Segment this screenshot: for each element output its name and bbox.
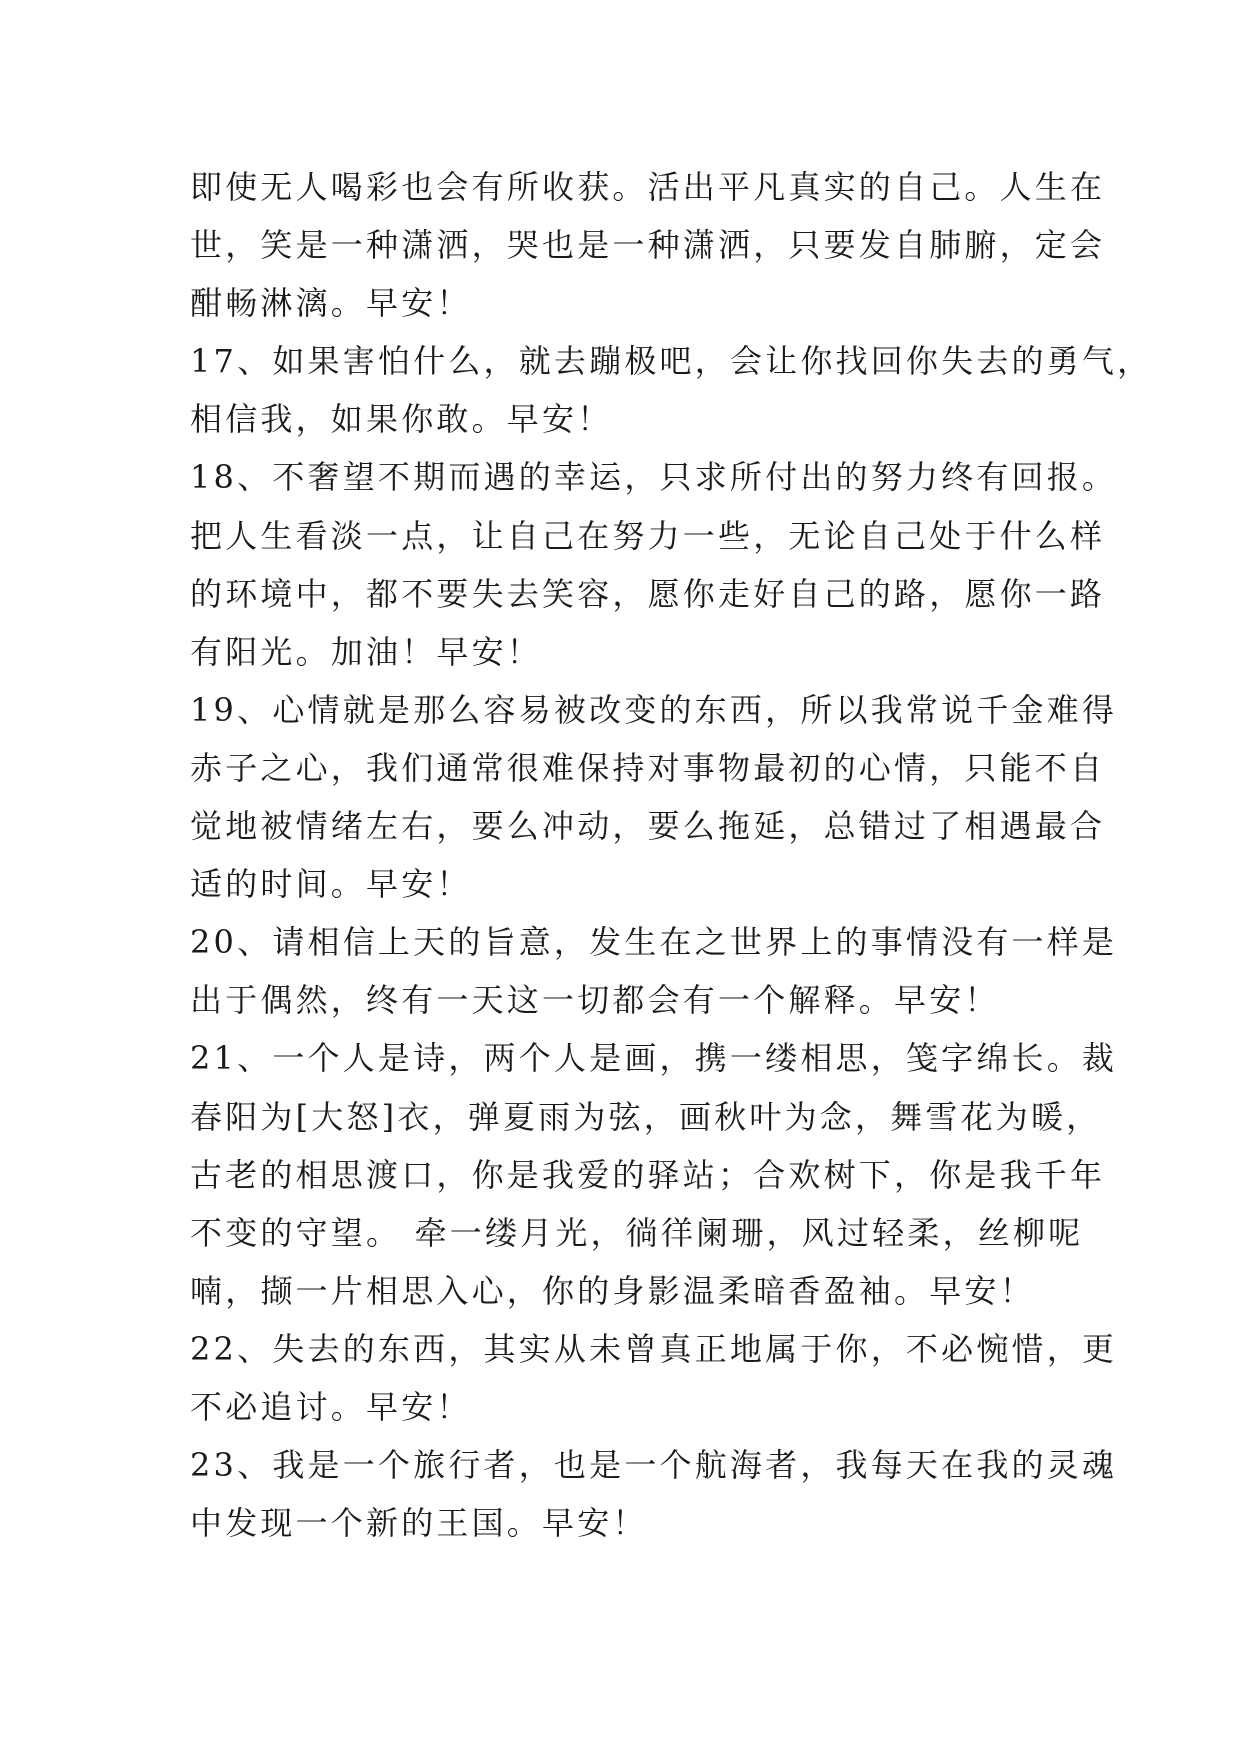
text-line: 不变的守望。 牵一缕月光，徜徉阑珊，风过轻柔，丝柳呢	[190, 1213, 1084, 1252]
text-line: 即使无人喝彩也会有所收获。活出平凡真实的自己。人生在	[190, 168, 1106, 206]
text-line: 古老的相思渡口，你是我爱的驿站；合欢树下，你是我千年	[190, 1155, 1106, 1194]
text-line: 20、请相信上天的旨意，发生在之世界上的事情没有一样是	[190, 923, 1118, 962]
text-line: 春阳为[大怒]衣，弹夏雨为弦，画秋叶为念，舞雪花为暖，	[190, 1097, 1102, 1136]
text-line: 觉地被情绪左右，要么冲动，要么拖延，总错过了相遇最合	[190, 807, 1106, 846]
text-line: 17、如果害怕什么，就去蹦极吧，会让你找回你失去的勇气，	[190, 342, 1153, 381]
text-line: 适的时间。早安！	[190, 865, 472, 904]
text-line: 把人生看淡一点，让自己在努力一些，无论自己处于什么样	[190, 516, 1106, 555]
text-line: 相信我，如果你敢。早安！	[190, 400, 613, 439]
text-line: 22、失去的东西，其实从未曾真正地属于你，不必惋惜，更	[190, 1329, 1118, 1368]
text-line: 喃，撷一片相思入心，你的身影温柔暗香盈袖。早安！	[190, 1271, 1035, 1310]
text-line: 酣畅淋漓。早安！	[190, 284, 472, 323]
text-line: 赤子之心，我们通常很难保持对事物最初的心情，只能不自	[190, 748, 1106, 787]
text-line: 19、心情就是那么容易被改变的东西，所以我常说千金难得	[190, 690, 1118, 729]
text-line: 21、一个人是诗，两个人是画，携一缕相思，笺字绵长。裁	[190, 1039, 1118, 1078]
text-line: 不必追讨。早安！	[190, 1387, 472, 1426]
text-line: 18、不奢望不期而遇的幸运，只求所付出的努力终有回报。	[190, 458, 1118, 497]
text-line: 中发现一个新的王国。早安！	[190, 1504, 648, 1543]
document-body	[190, 158, 1153, 1552]
text-line: 的环境中，都不要失去笑容，愿你走好自己的路，愿你一路	[190, 574, 1106, 613]
text-line: 23、我是一个旅行者，也是一个航海者，我每天在我的灵魂	[190, 1446, 1118, 1485]
text-line: 出于偶然，终有一天这一切都会有一个解释。早安！	[190, 981, 1000, 1020]
text-line: 世，笑是一种潇洒，哭也是一种潇洒，只要发自肺腑，定会	[190, 226, 1106, 265]
text-line: 有阳光。加油！早安！	[190, 632, 543, 671]
